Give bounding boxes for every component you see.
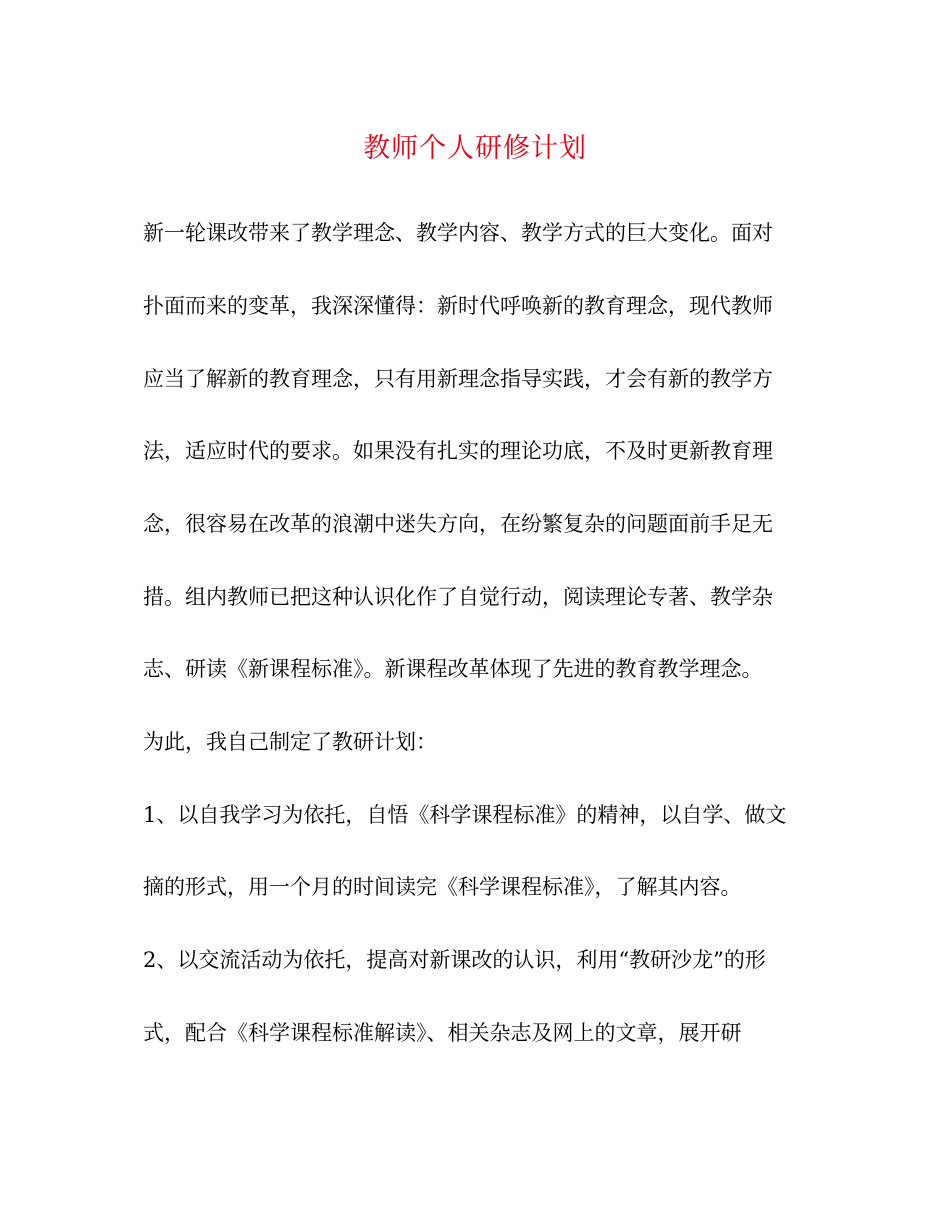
- document-title: 教师个人研修计划: [363, 133, 587, 164]
- paragraph-line: 应当了解新的教育理念，只有用新理念指导实践，才会有新的教学方: [143, 367, 773, 391]
- list-item-line: 式，配合《科学课程标准解读》、相关杂志及网上的文章，展开研: [143, 1021, 742, 1045]
- paragraph-line: 念，很容易在改革的浪潮中迷失方向，在纷繁复杂的问题面前手足无: [143, 512, 773, 536]
- paragraph-line: 扑面而来的变革，我深深懂得：新时代呼唤新的教育理念，现代教师: [143, 294, 773, 318]
- paragraph-line: 为此，我自己制定了教研计划：: [143, 730, 437, 754]
- paragraph-line: 措。组内教师已把这种认识化作了自觉行动，阅读理论专著、教学杂: [143, 585, 773, 609]
- paragraph-line: 法，适应时代的要求。如果没有扎实的理论功底，不及时更新教育理: [143, 439, 773, 463]
- paragraph-line: 志、研读《新课程标准》。新课程改革体现了先进的教育教学理念。: [143, 657, 763, 681]
- list-item-line: 2、以交流活动为依托，提高对新课改的认识，利用“教研沙龙”的形: [143, 948, 766, 972]
- list-item-line: 1、以自我学习为依托，自悟《科学课程标准》的精神，以自学、做文: [143, 803, 787, 827]
- list-item-line: 摘的形式，用一个月的时间读完《科学课程标准》，了解其内容。: [143, 875, 742, 899]
- paragraph-line: 新一轮课改带来了教学理念、教学内容、教学方式的巨大变化。面对: [143, 221, 773, 245]
